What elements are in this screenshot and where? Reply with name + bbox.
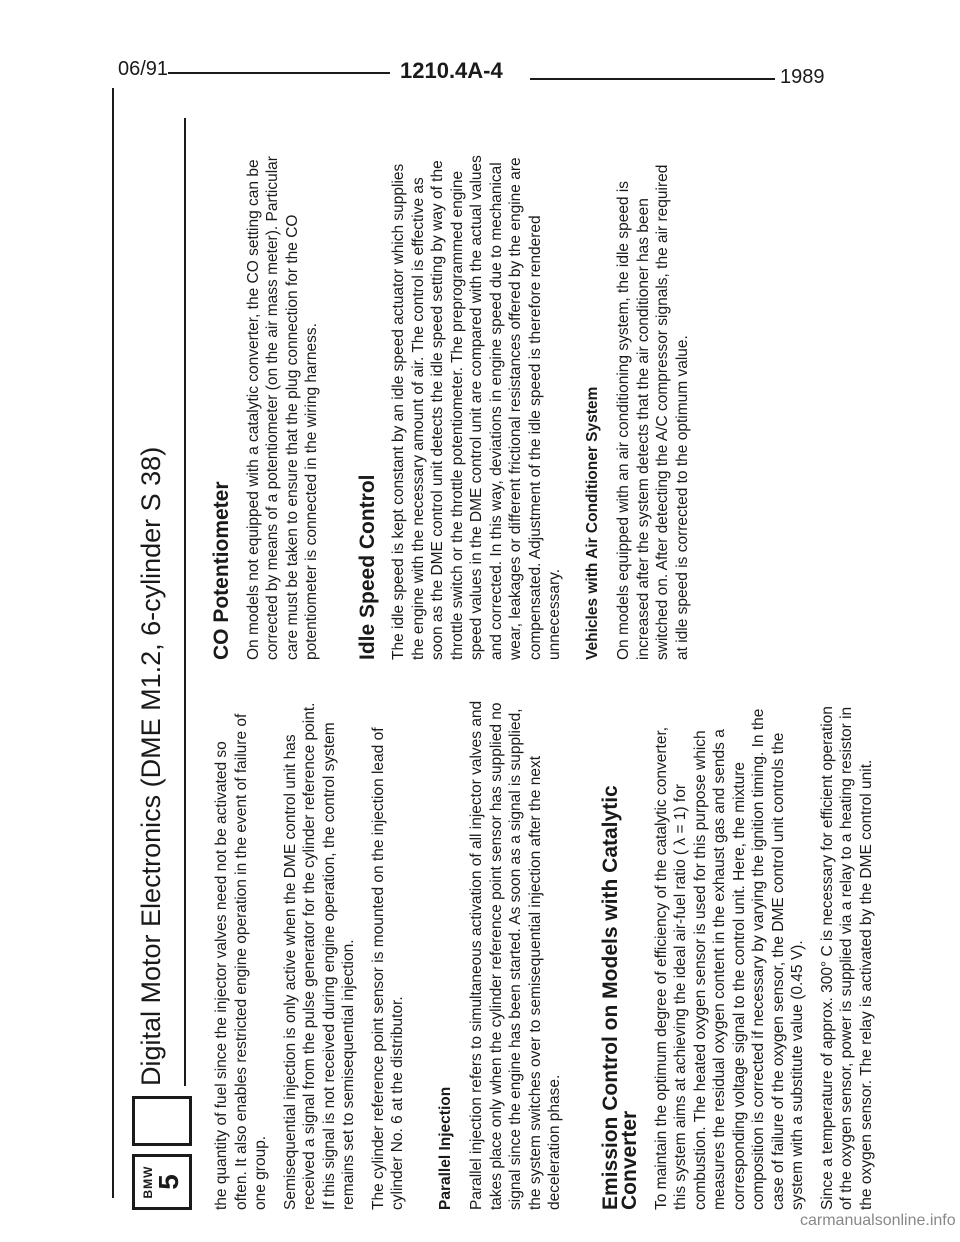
section-heading-idle-speed-control: Idle Speed Control [355,474,379,660]
header-doc-code: 1210.4A-4 [400,58,503,83]
header-year: 1989 [780,66,825,88]
paragraph: To maintain the optimum degree of efficiency of the catalytic converter, this system aims at achieving the ideal air-fuel ratio ( λ = 1) for combustion. The heated oxygen sensor is used for this purpose which measures the residual oxygen content in the exhaust gas and sends a corresponding voltage signal to the control unit. Here, the mixture composition is corrected if necessary by varying the ignition timing. In the case of failure of the oxygen sensor, the DME control unit controls the system with a substitute value (0.45 V). [652,708,806,1210]
watermark-text: carmanualsonline.info [800,1212,956,1229]
section-heading-emission-control: Emission Control on Models with Catalytic Converter [598,785,641,1210]
paragraph: On models equipped with an air conditioning system, the idle speed is increased after the system detects that the air conditioner has been switched on. After detecting the A/C compressor signals, the air required at idle speed is corrected to the optimum value. [615,164,691,660]
bmw-logo-box [132,1154,192,1210]
rotated-page-content [130,110,875,1210]
page-header [0,0,960,120]
section-heading-co-potentiometer: CO Potentiometer [210,481,233,660]
title-rule [184,118,186,1086]
left-column [212,700,886,1210]
brand-bar [130,110,200,1210]
header-date: 06/91 [118,58,169,80]
paragraph: Semisequential injection is only active when the DME control unit has received a signal from the pulse generator for the cylinder reference point. If this signal is not received during engine operation, the control system remains set to semisequential injection. [281,702,357,1210]
page-margin-rule [112,88,114,1198]
header-rule-right [530,78,775,80]
right-column [212,150,702,660]
page-title: Digital Motor Electronics (DME M1.2, 6-cylinder S 38) [136,446,166,1086]
paragraph: The cylinder reference point sensor is mounted on the injection lead of cylinder No. 6 at the distributor. [369,727,406,1210]
paragraph: The idle speed is kept constant by an idle speed actuator which supplies the engine with the necessary amount of air. The control is effective as soon as the DME control unit detects the idle speed setting by way of the throttle switch or the throttle potentiometer. The preprogrammed engine speed values in the DME control unit are compared with the actual values and corrected. In this way, deviations in engine speed due to mechanical wear, leakages or different frictional resistances offered by the engine are compensated. Adjustment of the idle speed is therefore rendered unnecessary. [390,155,563,660]
logo-brand-text: BMW [141,1165,155,1199]
section-tab-box [132,1096,192,1146]
paragraph: On models not equipped with a catalytic converter, the CO setting can be corrected by means of a potentiometer (on the air mass meter). Particular care must be taken to ensure that the plug connection for the CO potentiometer is connected in the wiring harness. [244,156,320,660]
paragraph: Since a temperature of approx. 300° C is necessary for efficient operation of the oxygen sensor, power is supplied via a relay to a heating resistor in the oxygen sensor. The relay is activated by the DME control unit. [818,706,875,1210]
paragraph: the quantity of fuel since the injector valves need not be activated so often. It also enables restricted engine operation in the event of failure of one group. [213,713,269,1210]
paragraph: Parallel injection refers to simultaneous activation of all injector valves and takes place only when the cylinder reference point sensor has supplied no signal since the engine has been started. As soon as a signal is supplied, the system switches over to semisequential injection after the next deceleration phase. [468,700,563,1210]
logo-group-number: 5 [153,1174,184,1190]
section-heading-parallel-injection: Parallel Injection [436,1086,454,1210]
header-rule-left [168,72,390,74]
section-heading-air-conditioner: Vehicles with Air Conditioner System [583,386,601,660]
